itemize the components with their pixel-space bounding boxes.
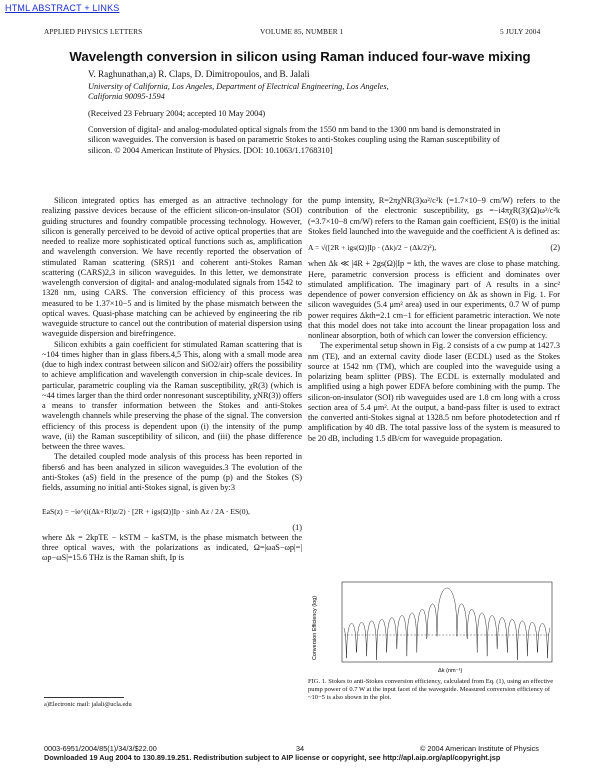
footer-issn: 0003-6951/2004/85(1)/34/3/$22.00 [44,744,157,753]
left-paragraph-2: Silicon exhibits a gain coefficient for stimulated Raman scattering that is ~104 times higher than in glass fibers.4,5 This, along with a small mode area (due to high index contrast between silicon and SiO2/air) offers the possibility to achieve amplification and wavelength conversion in chip-scale devices. In particular, parametric coupling via the Raman susceptibility, χR(3) (which is ~44 times larger than the third order nonresonant susceptibility, χNR(3)) offers a means to transfer information between the Stokes and anti-Stokes wavelength channels while preserving the phase of the signal. The conversion efficiency of this process is dependent upon (i) the intensity of the pump wave, (ii) the Raman susceptibility of silicon, and (iii) the phase difference between the three waves. [42,339,302,451]
received-dates: (Received 23 February 2004; accepted 10 May 2004) [88,109,266,118]
right-column [308,196,560,444]
efficiency-curve [344,588,550,660]
right-paragraph-3: The experimental setup shown in Fig. 2 consists of a cw pump at 1427.3 nm (TE), and an external cavity diode laser (ECDL) used as the Stokes source at 1542 nm (TM), which are coupled into the waveguide using a polarizing beam splitter (PBS). The ECDL is externally modulated and amplified using a high power EDFA before combining with the pump. The silicon-on-insulator (SOI) rib waveguides used are 1.8 cm long with a cross section area of 5.4 μm². At the output, a band-pass filter is used to extract the converted anti-Stokes signal at 1328.5 nm before photodetection and rf amplification by 40 dB. The total passive loss of the system is measured to be 20 dB, including 1.5 dB/cm for waveguide propagation. [308,341,560,443]
download-notice: Downloaded 19 Aug 2004 to 130.89.19.251. Redistribution subject to AIP license or copyright, see http://apl.aip.org/apl/copyright.jsp [44,753,501,762]
left-paragraph-3: The detailed coupled mode analysis of this process has been reported in fibers6 and has been analyzed in silicon waveguides.3 The evolution of the anti-Stokes (aS) field in the presence of the pump (p) and the Stokes (S) fields, assuming no initial anti-Stokes signal, is given by:3 [42,452,302,492]
issue-date: 5 JULY 2004 [500,27,541,36]
right-paragraph-1: the pump intensity, R=2πχNR(3)ω²/c²k (=1.7×10−9 cm/W) refers to the contribution of the electronic susceptibility, gs =−i4πχR(3)(Ω)ω²/c²k (=3.7×10−8 cm/W) refers to the Raman gain coefficient, ES(0) is the initial Stokes field launched into the waveguide and the coefficient A is defined as: [308,196,560,236]
equation-2: A = √([2R + igs(Ω)]Ip · (Δk)/2 − (Δk/2)²), [308,243,437,252]
footer-page-number: 34 [296,744,305,753]
y-axis-label: Conversion Efficiency (log) [312,595,318,660]
equation-1: EaS(z) = −ie^(i(Δk+Rl)z/2) · [2R + igs(Ω)]Ip · sinh Az / 2A · ES(0), [42,507,250,517]
left-paragraph-1: Silicon integrated optics has emerged as an attractive technology for realizing passive devices because of the efficient silicon-on-insulator (SOI) guiding structures and foundry compatible processing technology. However, silicon is generally perceived to be devoid of active optical properties that are needed to realize more sophisticated optical functions such as, amplification and wavelength conversion. We have recently reported the observation of stimulated Raman scattering (SRS)1 and coherent anti-Stokes Raman scattering (CARS)2,3 in silicon waveguides. In this letter, we demonstrate wavelength conversion of digital- and analog-modulated signals from 1542 to 1328 nm, using CARS. The conversion efficiency of this process was measured to be 1.37×10−5 and is limited by the phase mismatch between the optical waves. Quasi-phase matching can be achieved by engineering the rib waveguide structure to cancel out the contribution of material dispersion using waveguide dispersion and birefringence. [42,196,302,339]
figure-1-caption: FIG. 1. Stokes to anti-Stokes conversion efficiency, calculated from Eq. (1), using an effective pump power of 0.7 W at the input facet of the waveguide. Measured conversion efficiency of ~10−5 is also shown in the plot. [308,678,554,701]
abstract: Conversion of digital- and analog-modulated optical signals from the 1550 nm band to the 1300 nm band is demonstrated in silicon waveguides. The conversion is based on parametric Stokes to anti-Stokes coupling using the Raman susceptibility of silicon. © 2004 American Institute of Physics. [DOI: 10.1063/1.1768310] [88,125,501,155]
journal-name: APPLIED PHYSICS LETTERS [44,27,143,36]
figure-1-plot [308,580,558,676]
authors: V. Raghunathan,a) R. Claps, D. Dimitropoulos, and B. Jalali [88,69,310,79]
left-paragraph-4: where Δk = 2kpTE − kSTM − kaSTM, is the phase mismatch between the three optical waves, with the polarizations as indicated, Ω=|ωaS−ωp|=|ωp−ωS|=15.6 THz is the Raman shift, Ip is [42,532,302,563]
figure-1 [308,580,558,676]
x-axis-label: Δk (nm⁻¹) [438,668,463,674]
volume-number: VOLUME 85, NUMBER 1 [260,27,344,36]
affiliation [88,82,528,103]
left-column [42,196,302,564]
equation-2-number: (2) [550,243,560,252]
right-paragraph-2: when Δk ≪ |4R + 2gs(Ω)|Ip = kth, the waves are close to phase matching. Here, parametric conversion process is efficient and dominates over stimulated amplification. The imaginary part of A results in a sinc² dependence of power conversion efficiency on Δk as shown in Fig. 1. For silicon waveguides (5.4 μm² area) used in our experiments, 0.7 W of pump power requires Δkth=2.1 cm−1 for efficient parametric interaction. We note that this model does not take into account the linear propagation loss and nonlinear absorption, both of which can lower the conversion efficiency. [308,259,560,340]
footnote: a)Electronic mail: jalali@ucla.edu [44,701,132,708]
equation-1-number: (1) [292,522,302,532]
footer-copyright: © 2004 American Institute of Physics [420,744,539,753]
footnote-rule [44,697,124,698]
affiliation-line1: University of California, Los Angeles, Department of Electrical Engineering, Los Angeles, [88,82,389,91]
plot-frame [342,582,552,662]
affiliation-line2: California 90095-1594 [88,92,165,102]
paper-title: Wavelength conversion in silicon using Raman induced four-wave mixing [69,49,531,64]
html-abstract-links[interactable]: HTML ABSTRACT + LINKS [5,3,120,13]
